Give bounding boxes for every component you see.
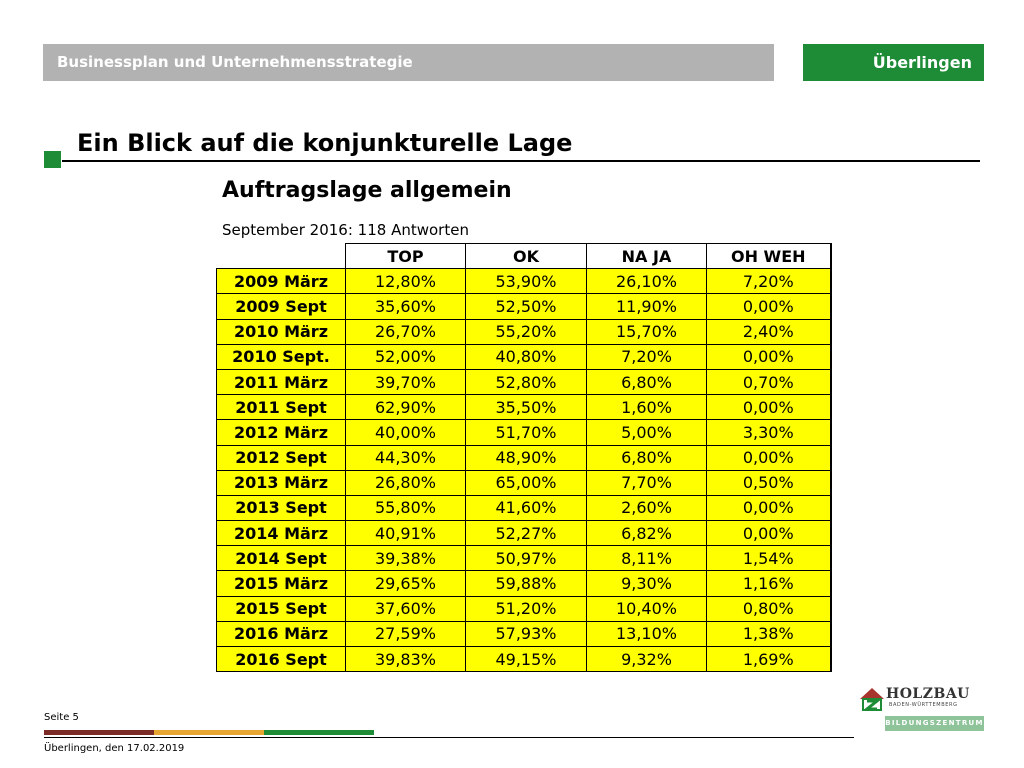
- row-period-label: 2016 März: [217, 621, 346, 646]
- location-badge: Überlingen: [803, 44, 984, 81]
- column-header-top: TOP: [346, 244, 466, 269]
- cell-oh-weh: 0,80%: [707, 596, 831, 621]
- table-row: [217, 495, 831, 520]
- table-row: [217, 395, 831, 420]
- cell-top: 12,80%: [346, 269, 466, 294]
- cell-oh-weh: 0,00%: [707, 521, 831, 546]
- cell-ok: 50,97%: [466, 546, 587, 571]
- cell-ok: 55,20%: [466, 319, 587, 344]
- row-period-label: 2015 Sept: [217, 596, 346, 621]
- cell-oh-weh: 0,00%: [707, 495, 831, 520]
- footer-stripe-green: [264, 730, 374, 735]
- cell-oh-weh: 1,16%: [707, 571, 831, 596]
- cell-oh-weh: 0,00%: [707, 395, 831, 420]
- cell-ok: 35,50%: [466, 395, 587, 420]
- table-header-row: [217, 244, 831, 269]
- table-row: [217, 369, 831, 394]
- cell-top: 52,00%: [346, 344, 466, 369]
- cell-na-ja: 13,10%: [587, 621, 707, 646]
- logo-wordmark: HOLZBAU: [886, 686, 970, 702]
- cell-oh-weh: 1,54%: [707, 546, 831, 571]
- cell-top: 62,90%: [346, 395, 466, 420]
- footer-date: Überlingen, den 17.02.2019: [44, 743, 185, 754]
- footer-stripe-red: [44, 730, 154, 735]
- column-header-ok: OK: [466, 244, 587, 269]
- row-period-label: 2012 März: [217, 420, 346, 445]
- cell-na-ja: 6,82%: [587, 521, 707, 546]
- table-row: [217, 647, 831, 672]
- order-situation-table: [216, 243, 832, 672]
- cell-oh-weh: 3,30%: [707, 420, 831, 445]
- footer-stripe-orange: [154, 730, 264, 735]
- cell-ok: 57,93%: [466, 621, 587, 646]
- table-row: [217, 420, 831, 445]
- cell-oh-weh: 2,40%: [707, 319, 831, 344]
- cell-oh-weh: 0,70%: [707, 369, 831, 394]
- table-row: [217, 319, 831, 344]
- table-row: [217, 596, 831, 621]
- cell-na-ja: 6,80%: [587, 369, 707, 394]
- table-row: [217, 294, 831, 319]
- table-row: [217, 546, 831, 571]
- cell-na-ja: 1,60%: [587, 395, 707, 420]
- cell-ok: 51,20%: [466, 596, 587, 621]
- cell-top: 29,65%: [346, 571, 466, 596]
- cell-ok: 53,90%: [466, 269, 587, 294]
- row-period-label: 2015 März: [217, 571, 346, 596]
- cell-na-ja: 26,10%: [587, 269, 707, 294]
- table-row: [217, 269, 831, 294]
- logo-band: BILDUNGSZENTRUM: [885, 716, 984, 731]
- cell-ok: 48,90%: [466, 445, 587, 470]
- row-period-label: 2009 Sept: [217, 294, 346, 319]
- row-period-label: 2014 März: [217, 521, 346, 546]
- cell-top: 44,30%: [346, 445, 466, 470]
- cell-ok: 49,15%: [466, 647, 587, 672]
- table-row: [217, 344, 831, 369]
- table-row: [217, 621, 831, 646]
- row-period-label: 2011 März: [217, 369, 346, 394]
- presentation-title-bar: Businessplan und Unternehmensstrategie: [43, 44, 774, 81]
- holzbau-logo: [858, 685, 984, 735]
- cell-na-ja: 2,60%: [587, 495, 707, 520]
- cell-na-ja: 10,40%: [587, 596, 707, 621]
- column-header-na-ja: NA JA: [587, 244, 707, 269]
- slide-title: Ein Blick auf die konjunkturelle Lage: [77, 129, 573, 157]
- cell-top: 39,83%: [346, 647, 466, 672]
- cell-na-ja: 5,00%: [587, 420, 707, 445]
- cell-oh-weh: 1,38%: [707, 621, 831, 646]
- row-period-label: 2013 Sept: [217, 495, 346, 520]
- cell-top: 26,70%: [346, 319, 466, 344]
- row-period-label: 2010 Sept.: [217, 344, 346, 369]
- cell-top: 39,70%: [346, 369, 466, 394]
- cell-na-ja: 15,70%: [587, 319, 707, 344]
- title-bullet-square: [44, 151, 61, 168]
- cell-oh-weh: 0,50%: [707, 470, 831, 495]
- footer-divider: [44, 737, 854, 738]
- cell-ok: 51,70%: [466, 420, 587, 445]
- cell-top: 39,38%: [346, 546, 466, 571]
- cell-oh-weh: 1,69%: [707, 647, 831, 672]
- page-number: Seite 5: [44, 712, 79, 723]
- row-period-label: 2011 Sept: [217, 395, 346, 420]
- house-logo-icon: [858, 685, 886, 713]
- row-period-label: 2016 Sept: [217, 647, 346, 672]
- cell-ok: 41,60%: [466, 495, 587, 520]
- slide-subtitle: Auftragslage allgemein: [222, 178, 512, 203]
- cell-oh-weh: 7,20%: [707, 269, 831, 294]
- cell-ok: 52,50%: [466, 294, 587, 319]
- cell-top: 35,60%: [346, 294, 466, 319]
- cell-ok: 52,27%: [466, 521, 587, 546]
- cell-top: 37,60%: [346, 596, 466, 621]
- table-row: [217, 521, 831, 546]
- cell-oh-weh: 0,00%: [707, 445, 831, 470]
- cell-ok: 59,88%: [466, 571, 587, 596]
- cell-na-ja: 9,32%: [587, 647, 707, 672]
- table-body: [217, 269, 831, 672]
- cell-ok: 40,80%: [466, 344, 587, 369]
- cell-oh-weh: 0,00%: [707, 344, 831, 369]
- cell-top: 55,80%: [346, 495, 466, 520]
- cell-top: 27,59%: [346, 621, 466, 646]
- survey-caption: September 2016: 118 Antworten: [222, 221, 469, 239]
- table-corner-cell: [217, 244, 346, 269]
- table-row: [217, 445, 831, 470]
- cell-na-ja: 7,20%: [587, 344, 707, 369]
- cell-na-ja: 9,30%: [587, 571, 707, 596]
- table-row: [217, 470, 831, 495]
- cell-ok: 52,80%: [466, 369, 587, 394]
- cell-na-ja: 11,90%: [587, 294, 707, 319]
- row-period-label: 2012 Sept: [217, 445, 346, 470]
- cell-na-ja: 7,70%: [587, 470, 707, 495]
- cell-na-ja: 6,80%: [587, 445, 707, 470]
- row-period-label: 2013 März: [217, 470, 346, 495]
- cell-top: 26,80%: [346, 470, 466, 495]
- cell-top: 40,00%: [346, 420, 466, 445]
- logo-region: BADEN-WÜRTTEMBERG: [889, 702, 958, 708]
- column-header-oh-weh: OH WEH: [707, 244, 831, 269]
- row-period-label: 2014 Sept: [217, 546, 346, 571]
- row-period-label: 2009 März: [217, 269, 346, 294]
- cell-oh-weh: 0,00%: [707, 294, 831, 319]
- table-row: [217, 571, 831, 596]
- row-period-label: 2010 März: [217, 319, 346, 344]
- cell-top: 40,91%: [346, 521, 466, 546]
- cell-ok: 65,00%: [466, 470, 587, 495]
- title-underline: [62, 160, 980, 162]
- cell-na-ja: 8,11%: [587, 546, 707, 571]
